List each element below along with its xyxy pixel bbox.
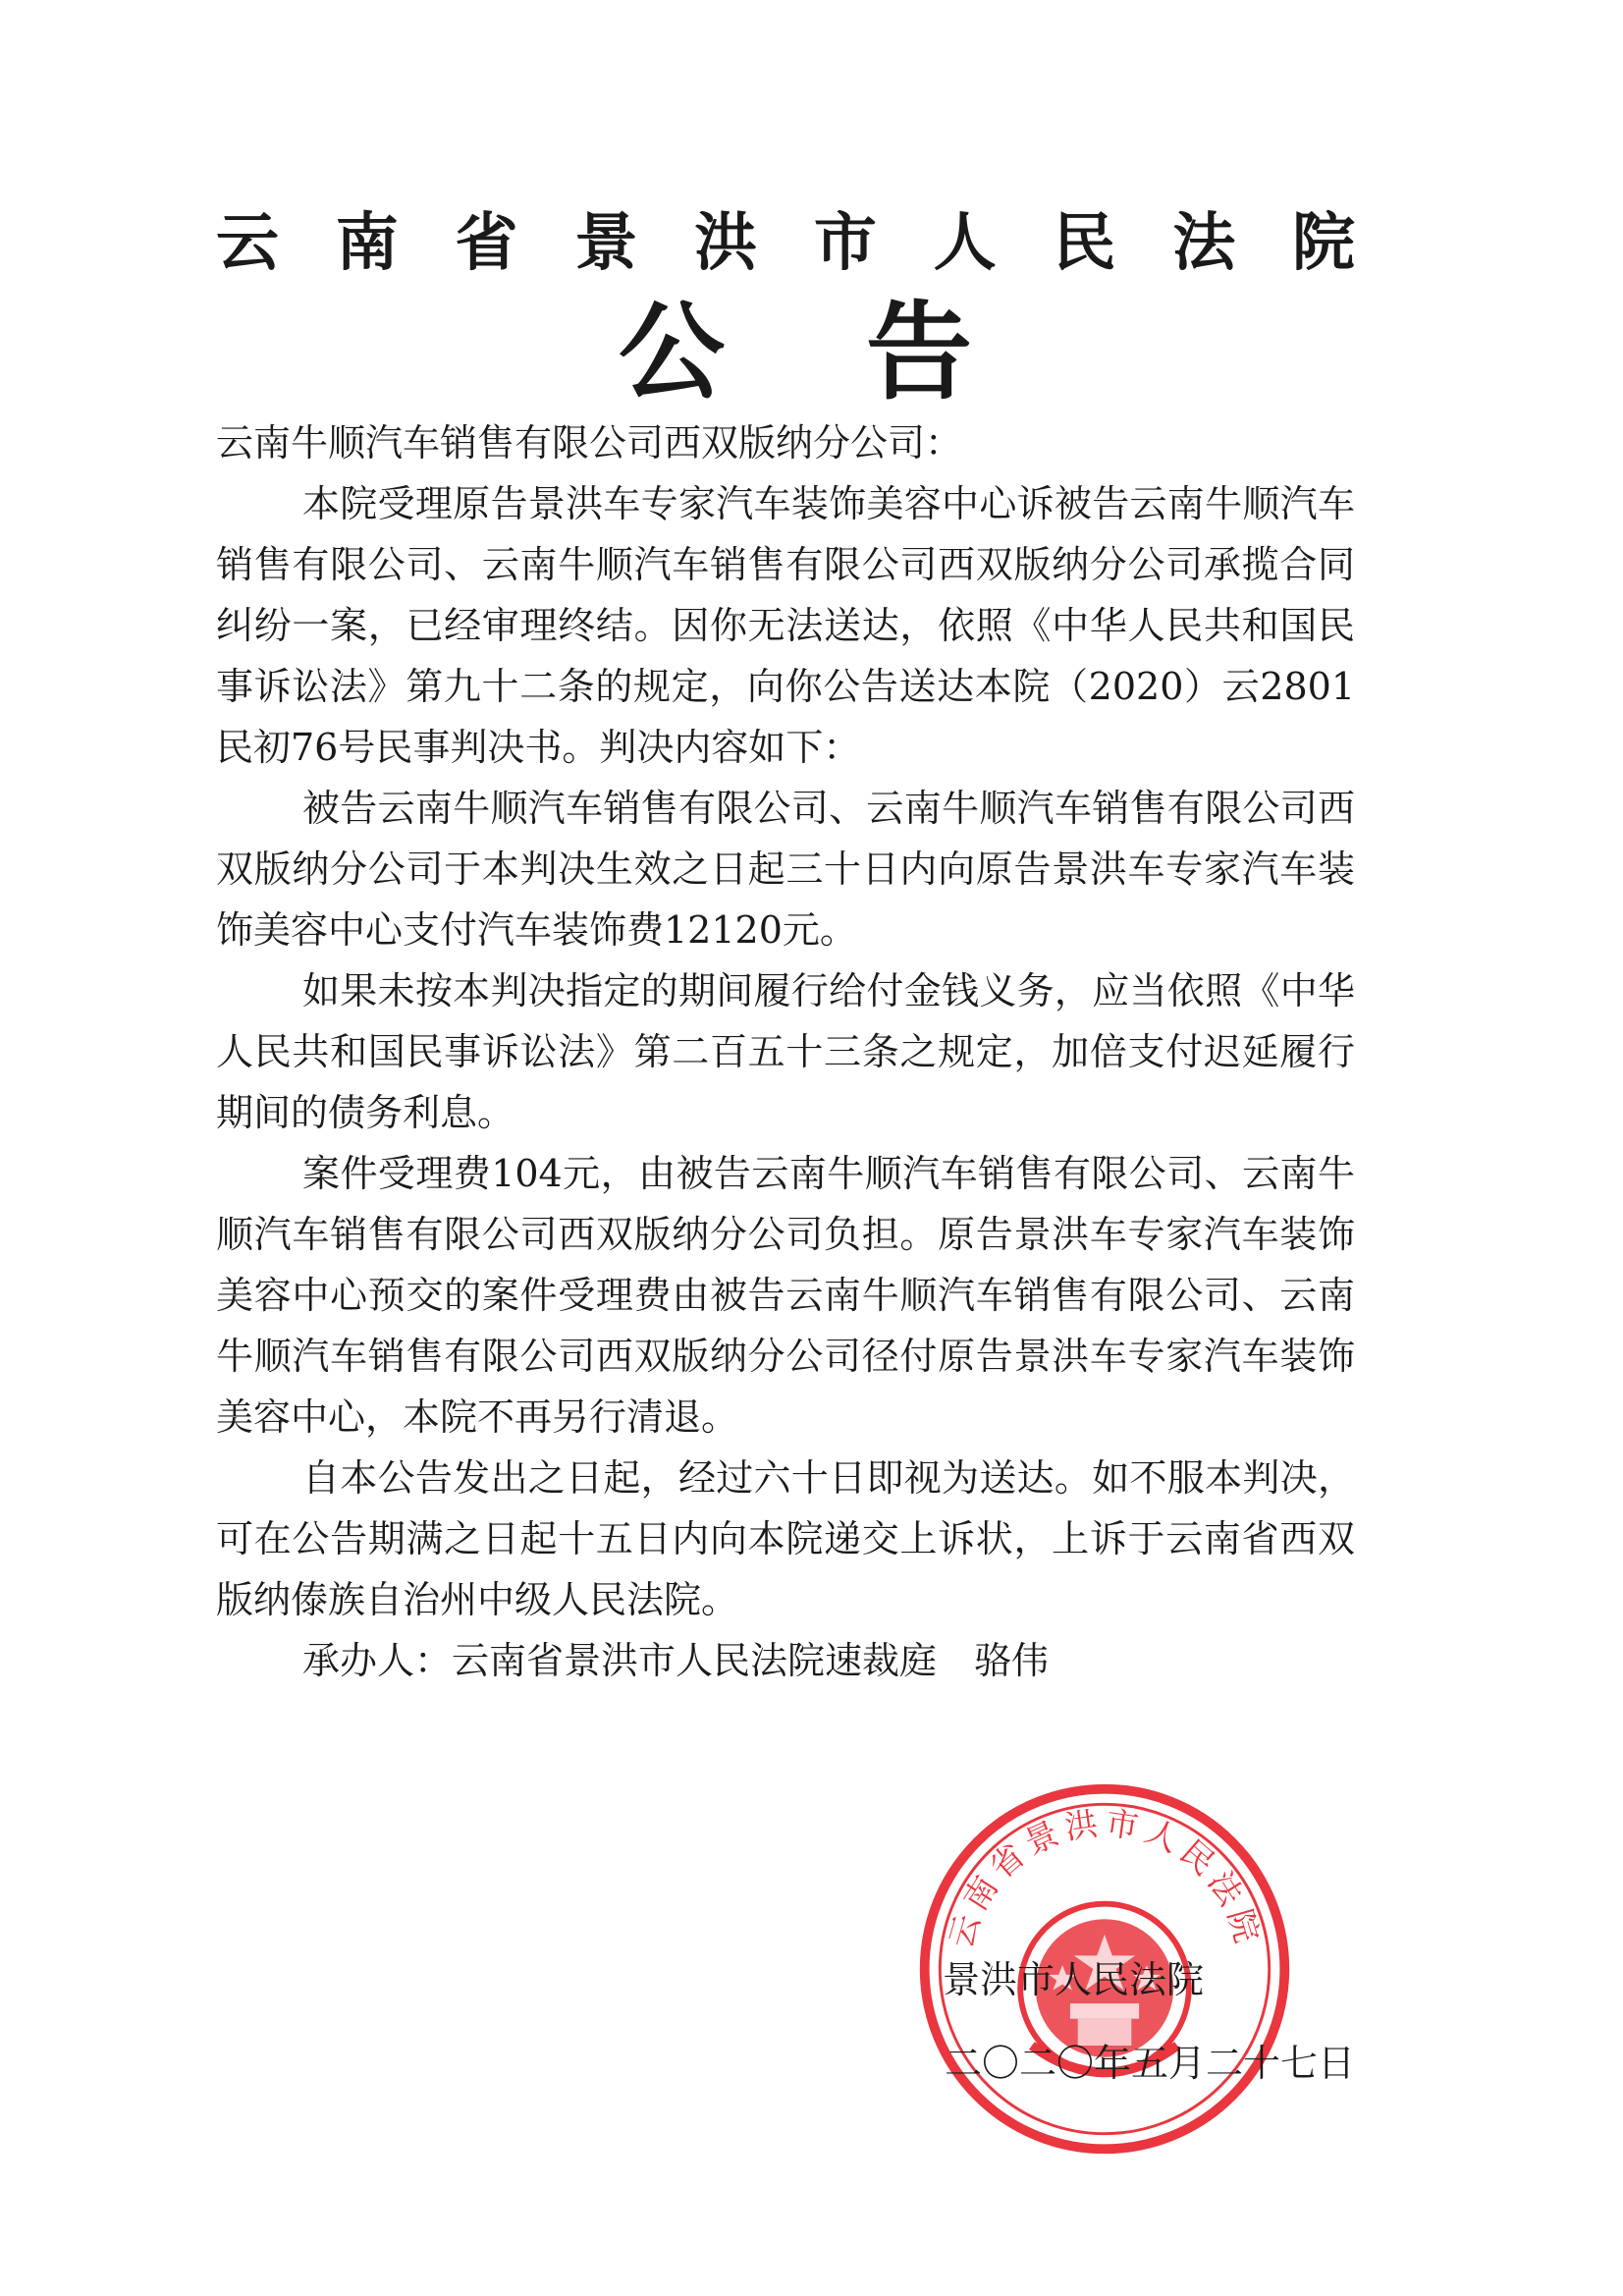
salutation: 云南牛顺汽车销售有限公司西双版纳分公司： — [216, 421, 963, 465]
paragraph-case-acceptance: 本院受理原告景洪车专家汽车装饰美容中心诉被告云南牛顺汽车销售有限公司、云南牛顺汽车销售有限公司西双版纳分公司承揽合同纠纷一案，已经审理终结。因你无法送达，依照《中华人民共和国民事诉讼法》第九十二条的规定，向你公告送达本院（2020）云2801民初76号民事判决书。判决内容如下： — [216, 482, 1355, 769]
notice-body — [216, 412, 1355, 1691]
paragraph-service-appeal: 自本公告发出之日起，经过六十日即视为送达。如不服本判决，可在公告期满之日起十五日内向本院递交上诉状，上诉于云南省西双版纳傣族自治州中级人民法院。 — [216, 1456, 1355, 1621]
handler-line: 承办人：云南省景洪市人民法院速裁庭 骆伟 — [302, 1639, 1050, 1682]
signature-court: 景洪市人民法院 — [943, 1958, 1205, 2001]
seal-text: 云南省景洪市人民法院 — [941, 1803, 1269, 1953]
paragraph-judgment-payment: 被告云南牛顺汽车销售有限公司、云南牛顺汽车销售有限公司西双版纳分公司于本判决生效之日起三十日内向原告景洪车专家汽车装饰美容中心支付汽车装饰费12120元。 — [216, 787, 1355, 952]
court-name-heading: 云南省景洪市人民法院 — [216, 207, 1355, 280]
document-title: 公告 — [619, 292, 972, 414]
paragraph-case-fee: 案件受理费104元，由被告云南牛顺汽车销售有限公司、云南牛顺汽车销售有限公司西双版纳分公司负担。原告景洪车专家汽车装饰美容中心预交的案件受理费由被告云南牛顺汽车销售有限公司、云南牛顺汽车销售有限公司西双版纳分公司径付原告景洪车专家汽车装饰美容中心，本院不再另行清退。 — [216, 1152, 1355, 1439]
signature-date: 二〇二〇年五月二十七日 — [944, 2042, 1355, 2085]
paragraph-late-performance: 如果未按本判决指定的期间履行给付金钱义务，应当依照《中华人民共和国民事诉讼法》第二百五十三条之规定，加倍支付迟延履行期间的债务利息。 — [216, 969, 1355, 1134]
